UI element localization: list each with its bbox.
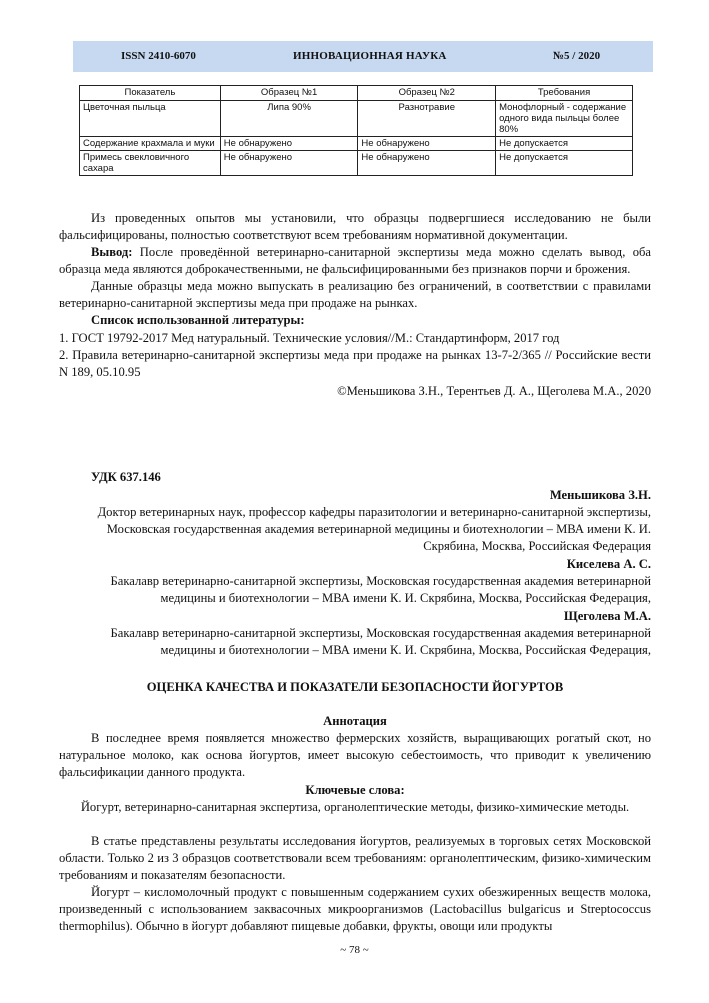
copyright: ©Меньшикова З.Н., Терентьев Д. А., Щеголева М.А., 2020 bbox=[337, 384, 651, 398]
author-affiliation: Бакалавр ветеринарно-санитарной экспертизы, Московская государственная академия ветеринарной медицины и биотехнологии – МВА имени К. И. Скрябина, Москва, Российская Федерация, bbox=[110, 626, 651, 657]
table-cell: Липа 90% bbox=[220, 101, 358, 137]
requirements-table bbox=[79, 85, 633, 176]
author-affiliation: Доктор ветеринарных наук, профессор кафедры паразитологии и ветеринарно-санитарной экспертизы, Московская государственная академия ветеринарной медицины и биотехнологии – МВА имени К. И. Скрябина, Москва, Российская Федерация bbox=[97, 505, 651, 553]
author-name: Киселева А. С. bbox=[566, 557, 651, 571]
page-number: ~ 78 ~ bbox=[340, 944, 369, 956]
author-name: Меньшикова З.Н. bbox=[549, 488, 651, 502]
table-cell: Не обнаружено bbox=[220, 151, 358, 176]
table-cell: Не допускается bbox=[496, 151, 633, 176]
keywords-text: Йогурт, ветеринарно-санитарная экспертиза, органолептические методы, физико-химические методы. bbox=[80, 800, 630, 814]
table-row bbox=[80, 137, 633, 151]
udc-code: УДК 637.146 bbox=[91, 470, 161, 484]
column-header: Требования bbox=[496, 86, 633, 101]
reference-item: 2. Правила ветеринарно-санитарной экспертизы меда при продаже на рынках 13-7-2/365 // Российские вести N 189, 05.10.95 bbox=[59, 348, 651, 379]
abstract-text: В последнее время появляется множество фермерских хозяйств, выращивающих рогатый скот, но натуральное молоко, как основа йогуртов, имеет высокую себестоимость, что приводит к увеличению фальсификации данного продукта. bbox=[59, 731, 651, 779]
header-journal-title: ИННОВАЦИОННАЯ НАУКА bbox=[293, 50, 447, 62]
table-cell: Содержание крахмала и муки bbox=[80, 137, 221, 151]
header-issn: ISSN 2410-6070 bbox=[121, 50, 196, 62]
column-header: Образец №1 bbox=[220, 86, 358, 101]
header-issue: №5 / 2020 bbox=[553, 50, 601, 62]
table-header-row bbox=[80, 86, 633, 101]
body-paragraph: Данные образцы меда можно выпускать в реализацию без ограничений, в соответствии с правилами ветеринарно-санитарной экспертизы меда при продаже на рынках. bbox=[59, 279, 651, 310]
table-cell: Примесь свекловичного сахара bbox=[80, 151, 221, 176]
references-title: Список использованной литературы: bbox=[91, 313, 305, 327]
body-paragraph: Йогурт – кисломолочный продукт с повышенным содержанием сухих обезжиренных веществ молока, произведенный с использованием заквасочных микроорганизмов (Lactobacillus bulgaricus и Streptococcus thermophilus). Обычно в йогурт добавляют пищевые добавки, фрукты, овощи или продукты bbox=[59, 885, 651, 933]
body-paragraph: Из проведенных опытов мы установили, что образцы подвергшиеся исследованию не были фальсифицированы, полностью соответствуют всем требованиям нормативной документации. bbox=[59, 211, 651, 242]
table-row bbox=[80, 151, 633, 176]
keywords-title: Ключевые слова: bbox=[305, 783, 405, 797]
body-paragraph: В статье представлены результаты исследования йогуртов, реализуемых в торговых сетях Московской области. Только 2 из 3 образцов соответствовали всем требованиям: органолептическим, физико-химическим требованиям и показателям безопасности. bbox=[59, 834, 651, 882]
table-cell: Не допускается bbox=[496, 137, 633, 151]
table-cell: Не обнаружено bbox=[358, 151, 496, 176]
table-cell: Монофлорный - содержание одного вида пыльцы более 80% bbox=[496, 101, 633, 137]
column-header: Показатель bbox=[80, 86, 221, 101]
table-row bbox=[80, 101, 633, 137]
author-name: Щеголева М.А. bbox=[563, 609, 651, 623]
reference-item: 1. ГОСТ 19792-2017 Мед натуральный. Технические условия//М.: Стандартинформ, 2017 год bbox=[59, 331, 560, 345]
author-affiliation: Бакалавр ветеринарно-санитарной экспертизы, Московская государственная академия ветеринарной медицины и биотехнологии – МВА имени К. И. Скрябина, Москва, Российская Федерация, bbox=[110, 574, 651, 605]
conclusion-label: Вывод: bbox=[91, 245, 133, 259]
conclusion-paragraph bbox=[59, 244, 651, 278]
article-title: ОЦЕНКА КАЧЕСТВА И ПОКАЗАТЕЛИ БЕЗОПАСНОСТИ ЙОГУРТОВ bbox=[146, 680, 564, 694]
table-cell: Цветочная пыльца bbox=[80, 101, 221, 137]
journal-header bbox=[73, 41, 653, 72]
column-header: Образец №2 bbox=[358, 86, 496, 101]
conclusion-text: После проведённой ветеринарно-санитарной экспертизы меда можно сделать вывод, оба образца меда являются доброкачественными, не фальсифицированными без признаков порчи и брожения. bbox=[59, 245, 651, 276]
table-cell: Не обнаружено bbox=[358, 137, 496, 151]
table-cell: Разнотравие bbox=[358, 101, 496, 137]
table-cell: Не обнаружено bbox=[220, 137, 358, 151]
abstract-title: Аннотация bbox=[323, 714, 387, 728]
